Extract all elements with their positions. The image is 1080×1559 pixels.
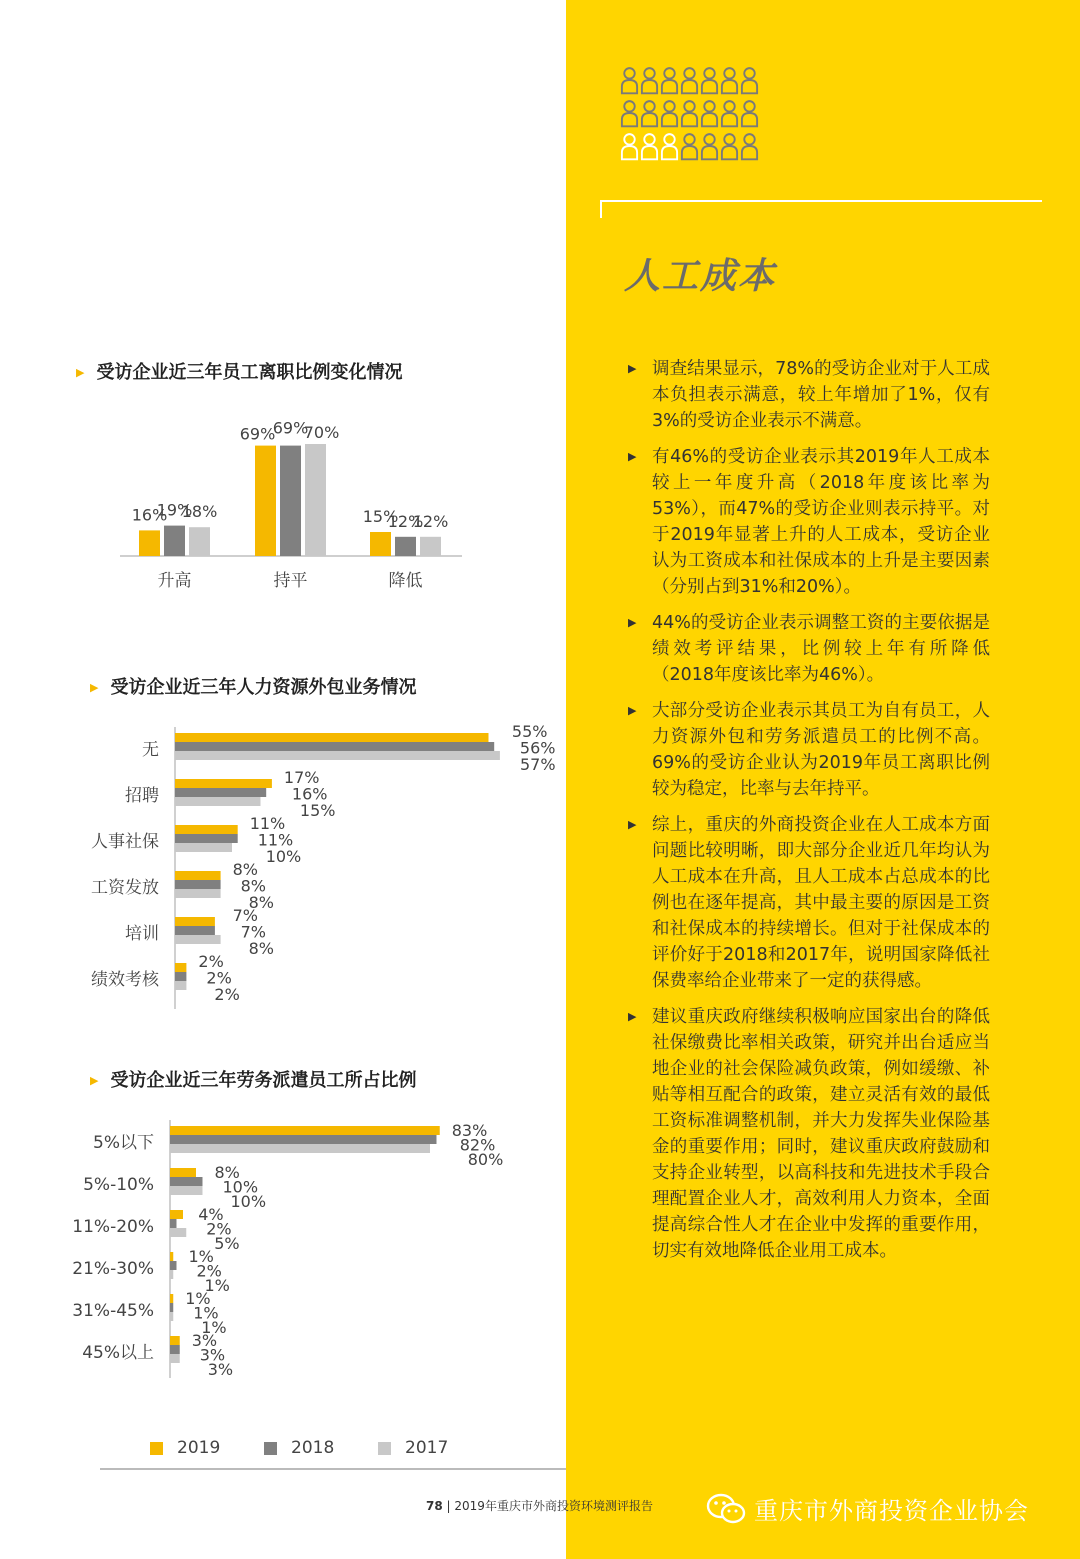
chart2-bar (175, 742, 494, 751)
footer-divider (100, 1468, 566, 1470)
chart3-bar (170, 1177, 203, 1186)
chart3-bar (170, 1135, 437, 1144)
panel-divider (600, 200, 1042, 202)
bullet-triangle-icon: ▶ (90, 1074, 99, 1087)
chart1-category-label: 持平 (273, 571, 308, 591)
chart3-bar (170, 1354, 180, 1363)
chart3-category-label: 5%-10% (83, 1175, 154, 1195)
chart2-bar (175, 751, 500, 760)
chart2-category-label: 绩效考核 (91, 970, 159, 990)
chart3-value-label: 3% (207, 1360, 234, 1379)
chart2-value-label: 2% (214, 985, 240, 1004)
person-icon (620, 65, 639, 95)
chart3-value-label: 4% (198, 1205, 224, 1224)
chart2-value-label: 7% (240, 922, 266, 942)
bullet-triangle-icon: ▶ (76, 366, 85, 379)
chart1-value-label: 16% (131, 505, 168, 525)
chart2-bar (175, 834, 238, 843)
chart3-bar (170, 1228, 186, 1237)
chart2-bar (175, 926, 215, 935)
person-icon (740, 131, 759, 161)
brand-name: 重庆市外商投资企业协会 (754, 1497, 1029, 1525)
chart1-bar (420, 537, 441, 556)
people-row (620, 62, 780, 95)
brand-mark (706, 1491, 1029, 1526)
chart1-value-label: 18% (181, 502, 218, 522)
bullet-item: ▶ 44%的受访企业表示调整工资的主要依据是绩效考评结果，比例较上年有所降低（2018年度该比率为46%）。 (628, 610, 990, 688)
legend-item-2017: 2017 (378, 1438, 492, 1458)
chart3-category-label: 5%以下 (93, 1133, 154, 1153)
chart3-value-label: 8% (214, 1163, 240, 1182)
chart3-category-label: 11%-20% (72, 1217, 154, 1237)
chart1-bar (164, 526, 185, 556)
person-icon (680, 65, 699, 95)
chart2-bar (175, 779, 272, 788)
chart3-category-label: 21%-30% (72, 1259, 154, 1279)
chart3-value-label: 3% (191, 1331, 218, 1350)
chart1-title: ▶ 受访企业近三年员工离职比例变化情况 (76, 362, 403, 383)
person-icon (720, 65, 739, 95)
chart2-value-label: 57% (520, 755, 556, 774)
legend-swatch-2018 (264, 1442, 277, 1455)
person-icon (660, 65, 679, 95)
chart1-value-label: 19% (156, 500, 193, 520)
chart3-bar (170, 1294, 173, 1303)
person-icon (720, 98, 739, 128)
chart2-value-label: 17% (283, 768, 320, 787)
chart2-value-label: 11% (249, 814, 286, 833)
chart2-bar (175, 963, 186, 972)
chart2-bar (175, 935, 221, 944)
chart2-bar (175, 788, 266, 797)
chart3-title: ▶ 受访企业近三年劳务派遣员工所占比例 (90, 1070, 417, 1091)
chart1-value-label: 69% (272, 418, 309, 438)
bullet-item: ▶ 大部分受访企业表示其员工为自有员工，人力资源外包和劳务派遣员工的比例不高。69%的受访企业认为2019年员工离职比例较为稳定，比率与去年持平。 (628, 698, 990, 802)
chart3-bar (170, 1312, 173, 1321)
page-footer (426, 1497, 653, 1514)
chart2-category-label: 招聘 (125, 786, 159, 806)
chart3-bar (170, 1186, 203, 1195)
bullet-item: ▶ 综上，重庆的外商投资企业在人工成本方面问题比较明晰，即大部分企业近几年均认为人工成本在升高，且人工成本占总成本的比例也在逐年提高，其中最主要的原因是工资和社保成本的持续增长。但对于社保成本的评价好于2018和2017年，说明国家降低社保费率给企业带来了一定的获得感。 (628, 812, 990, 994)
wechat-icon (706, 1492, 746, 1526)
chart3-value-label: 82% (459, 1135, 496, 1155)
chart3-value-label: 5% (214, 1234, 240, 1253)
person-icon (660, 98, 679, 128)
panel-divider-tick (600, 200, 602, 218)
bullet-arrow-icon: ▶ (628, 1010, 637, 1023)
chart3-value-label: 83% (451, 1121, 488, 1140)
bullet-arrow-icon: ▶ (628, 616, 637, 629)
person-icon (640, 131, 659, 161)
chart2-value-label: 56% (519, 738, 556, 758)
chart1-bar (189, 527, 210, 556)
chart3-bar (170, 1168, 196, 1177)
chart3-bar (170, 1210, 183, 1219)
section-title: 人工成本 (624, 256, 777, 297)
bullet-triangle-icon: ▶ (90, 681, 99, 694)
chart2-value-label: 8% (248, 939, 274, 958)
person-icon (640, 98, 659, 128)
chart2-bar (175, 972, 186, 981)
chart2-value-label: 10% (265, 847, 302, 866)
chart1-bar (139, 530, 160, 556)
chart2-value-label: 2% (206, 968, 232, 988)
chart2-value-label: 8% (232, 860, 258, 879)
chart3-bar (170, 1252, 173, 1261)
bullet-arrow-icon: ▶ (628, 362, 637, 375)
charts-canvas (0, 0, 566, 1470)
chart1-value-label: 15% (362, 507, 399, 526)
chart3-bar (170, 1270, 173, 1279)
person-icon (640, 65, 659, 95)
bullet-arrow-icon: ▶ (628, 704, 637, 717)
people-icon-grid (620, 62, 780, 161)
bullet-item: ▶ 有46%的受访企业表示其2019年人工成本较上一年度升高（2018年度该比率为53%），而47%的受访企业则表示持平。对于2019年显著上升的人工成本，受访企业认为工资成本和社保成本的上升是主要因素（分别占到31%和20%）。 (628, 444, 990, 600)
person-icon (740, 65, 759, 95)
footer-separator: | (446, 1499, 451, 1513)
chart3-bar (170, 1261, 177, 1270)
chart1-value-label: 69% (239, 424, 276, 444)
chart2-category-label: 培训 (125, 924, 159, 944)
chart3-value-label: 2% (206, 1219, 232, 1239)
chart2-category-label: 人事社保 (91, 832, 159, 852)
chart2-title: ▶ 受访企业近三年人力资源外包业务情况 (90, 677, 417, 698)
chart1-value-label: 12% (412, 511, 449, 531)
person-icon (680, 98, 699, 128)
chart2-bar (175, 889, 221, 898)
chart3-value-label: 1% (188, 1247, 214, 1266)
chart2-bar (175, 843, 232, 852)
legend-item-2019: 2019 (150, 1438, 264, 1458)
bullet-arrow-icon: ▶ (628, 818, 637, 831)
bullet-item: ▶ 调查结果显示，78%的受访企业对于人工成本负担表示满意，较上年增加了1%，仅有3%的受访企业表示不满意。 (628, 356, 990, 434)
person-icon (620, 98, 639, 128)
chart1-category-label: 降低 (388, 571, 423, 591)
legend-swatch-2017 (378, 1442, 391, 1455)
chart3-value-label: 1% (204, 1276, 230, 1295)
chart1-bar (255, 446, 276, 556)
chart3-value-label: 80% (467, 1150, 504, 1169)
page-number: 78 (426, 1499, 443, 1513)
chart2-category-label: 工资发放 (91, 878, 159, 898)
chart1-value-label: 12% (387, 511, 424, 531)
chart1-category-label: 升高 (157, 571, 192, 591)
person-icon (680, 131, 699, 161)
chart2-value-label: 55% (511, 722, 548, 741)
chart2-value-label: 8% (240, 876, 266, 896)
chart2-value-label: 7% (232, 906, 258, 925)
person-icon (700, 98, 719, 128)
chart3-value-label: 1% (201, 1318, 227, 1337)
people-row (620, 128, 780, 161)
people-row (620, 95, 780, 128)
chart3-bar (170, 1336, 180, 1345)
person-icon (720, 131, 739, 161)
chart3-bar (170, 1219, 177, 1228)
bullet-item: ▶ 建议重庆政府继续积极响应国家出台的降低社保缴费比率相关政策，研究并出台适应当地企业的社会保险减负政策，例如缓缴、补贴等相互配合的政策，建立灵活有效的最低工资标准调整机制，并大力发挥失业保险基金的重要作用；同时，建议重庆政府鼓励和支持企业转型，以高科技和先进技术手段合理配置企业人才，高效利用人力资本，全面提高综合性人才在企业中发挥的重要作用，切实有效地降低企业用工成本。 (628, 1004, 990, 1264)
person-icon (700, 65, 719, 95)
bullet-arrow-icon: ▶ (628, 450, 637, 463)
person-icon (620, 131, 639, 161)
report-title: 2019年重庆市外商投资环境测评报告 (454, 1499, 653, 1513)
chart3-bar (170, 1144, 430, 1153)
chart1-bar (280, 446, 301, 556)
chart3-bar (170, 1345, 180, 1354)
chart2-bar (175, 797, 261, 806)
chart3-value-label: 1% (193, 1303, 219, 1323)
chart2-value-label: 8% (248, 893, 274, 912)
chart3-bar (170, 1126, 440, 1135)
chart1-bar (395, 537, 416, 556)
chart3-category-label: 31%-45% (72, 1301, 154, 1321)
chart2-bar (175, 733, 489, 742)
chart3-category-label: 45%以上 (82, 1343, 154, 1363)
chart3-value-label: 2% (196, 1261, 222, 1281)
chart-legend (150, 1438, 492, 1458)
chart2-value-label: 11% (257, 830, 294, 850)
chart3-value-label: 10% (230, 1192, 267, 1211)
chart1-bar (370, 532, 391, 556)
chart1-bar (305, 444, 326, 556)
legend-item-2018: 2018 (264, 1438, 378, 1458)
chart2-value-label: 2% (198, 952, 224, 971)
chart3-value-label: 3% (199, 1345, 226, 1365)
person-icon (660, 131, 679, 161)
person-icon (740, 98, 759, 128)
chart2-bar (175, 871, 221, 880)
chart2-value-label: 15% (299, 801, 336, 820)
bullet-list (628, 356, 990, 1274)
chart2-bar (175, 981, 186, 990)
chart2-bar (175, 825, 238, 834)
chart1-value-label: 70% (303, 423, 340, 442)
chart2-bar (175, 880, 221, 889)
chart2-bar (175, 917, 215, 926)
chart3-value-label: 10% (222, 1177, 259, 1197)
chart3-bar (170, 1303, 173, 1312)
chart2-value-label: 16% (291, 784, 328, 804)
chart2-category-label: 无 (142, 740, 159, 760)
legend-swatch-2019 (150, 1442, 163, 1455)
person-icon (700, 131, 719, 161)
chart3-value-label: 1% (185, 1289, 211, 1308)
